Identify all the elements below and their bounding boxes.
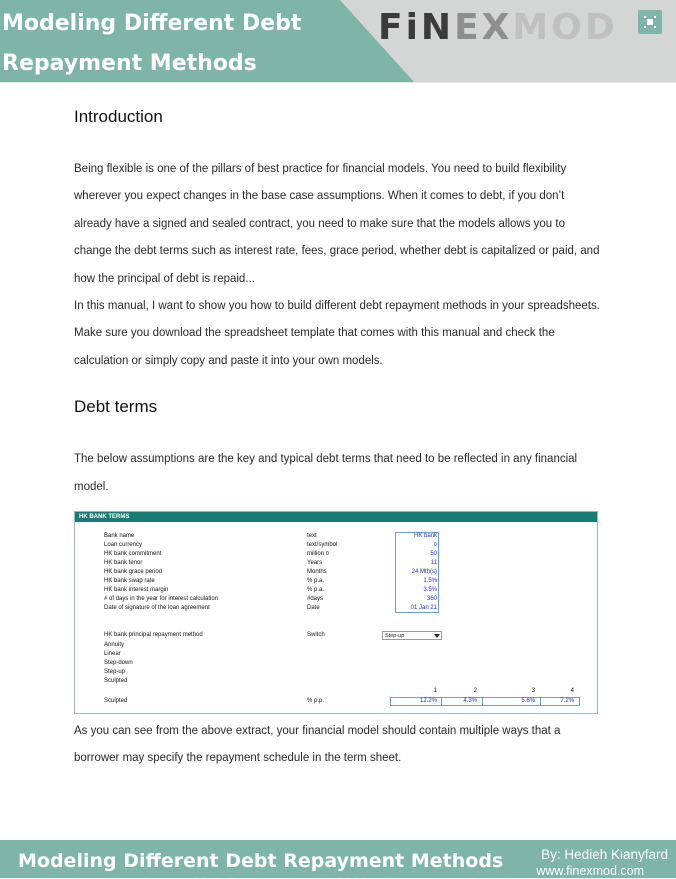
row-label: HK bank interest margin: [104, 587, 169, 593]
row-unit: text: [307, 533, 317, 539]
logo-text-part1: FiN: [378, 7, 455, 48]
method-option-label: Sculpted: [104, 678, 128, 684]
sheet-row: [75, 550, 597, 559]
row-value[interactable]: 50: [430, 551, 437, 557]
introduction-heading: Introduction: [74, 107, 163, 126]
selected-method: Step-up: [385, 633, 405, 639]
sheet-row: [75, 541, 597, 550]
header-title: Modeling Different Debt Repayment Methods: [2, 11, 302, 76]
sculpted-value[interactable]: 12.2%: [419, 698, 437, 704]
method-option: [75, 677, 597, 686]
header-divider: [0, 82, 676, 83]
method-option: [75, 668, 597, 677]
logo-box-icon: [638, 10, 662, 34]
sheet-title-bar: HK BANK TERMS: [75, 512, 597, 522]
spreadsheet-extract: [74, 511, 598, 714]
method-unit: Switch: [307, 632, 325, 638]
sheet-row: [75, 577, 597, 586]
period-number: 3: [531, 688, 535, 694]
row-label: Date of signature of the loan agreement: [104, 605, 210, 611]
sculpted-label: Sculpted: [104, 698, 128, 704]
row-value[interactable]: 11: [430, 560, 437, 566]
row-unit: % p.a.: [307, 578, 325, 584]
row-label: HK bank swap rate: [104, 578, 155, 584]
row-unit: text/symbol: [307, 542, 338, 548]
method-option-label: Linear: [104, 651, 121, 657]
logo-text-part3: MOD: [512, 7, 618, 48]
sheet-row: [75, 568, 597, 577]
row-unit: Months: [307, 569, 327, 575]
sheet-row: [75, 586, 597, 595]
row-value[interactable]: 3.5%: [423, 587, 437, 593]
row-label: # of days in the year for interest calculation: [104, 596, 219, 602]
row-label: HK bank commitment: [104, 551, 162, 557]
sculpted-value[interactable]: 7.2%: [560, 698, 574, 704]
debt-terms-intro: The below assumptions are the key and typical debt terms that need to be reflected in any financial model.: [74, 453, 578, 493]
sculpted-value[interactable]: 5.6%: [521, 698, 535, 704]
sculpted-unit: % p.p.: [307, 698, 325, 704]
method-row: [75, 631, 597, 640]
repayment-method-select[interactable]: [382, 631, 442, 640]
method-option: [75, 650, 597, 659]
row-unit: Years: [307, 560, 323, 566]
method-option-label: Step-down: [104, 660, 133, 666]
row-unit: Date: [307, 605, 320, 611]
footer-title: Modeling Different Debt Repayment Methods: [18, 850, 504, 872]
method-option: [75, 641, 597, 650]
method-label: HK bank principal repayment method: [104, 632, 203, 638]
row-unit: % p.a.: [307, 587, 325, 593]
row-value[interactable]: 24 Mth(s): [411, 569, 437, 575]
sheet-row: [75, 559, 597, 568]
footer-author: By: Hedieh Kianyfard: [541, 847, 668, 862]
sheet-row: [75, 595, 597, 604]
row-value[interactable]: 01 Jan 21: [410, 605, 437, 611]
row-unit: #days: [307, 596, 324, 602]
row-label: Loan currency: [104, 542, 143, 548]
logo-arrows-icon: [638, 10, 662, 34]
finexmod-logo: [378, 8, 618, 48]
period-number: 1: [433, 688, 437, 694]
period-number: 4: [570, 688, 574, 694]
dropdown-arrow-icon: [434, 634, 440, 638]
intro-paragraph-1: Being flexible is one of the pillars of best practice for financial models. You need to build flexibility wherever you expect changes in the base case assumptions. When it comes to debt, if you don’t already have a signed and sealed contract, you need to make sure that the models allows you to change the debt terms such as interest rate, fees, grace period, whether debt is capitalized or paid, and how the principal of debt is repaid...: [74, 163, 600, 285]
row-value[interactable]: ¤: [433, 542, 437, 548]
method-option-label: Annuity: [104, 642, 125, 648]
intro-paragraph-3: Make sure you download the spreadsheet template that comes with this manual and check the calculation or simply copy and paste it into your own models.: [74, 327, 555, 367]
sheet-row: [75, 604, 597, 613]
row-label: Bank name: [104, 533, 135, 539]
row-unit: million ¤: [307, 551, 330, 557]
row-value[interactable]: 1.5%: [423, 578, 437, 584]
row-label: HK bank grace period: [104, 569, 163, 575]
row-value[interactable]: HK bank: [413, 533, 437, 539]
logo-text-part2: EX: [454, 7, 513, 48]
method-option-label: Step-up: [104, 669, 126, 675]
period-number: 2: [473, 688, 477, 694]
footer-website-link[interactable]: www.finexmod.com: [536, 864, 644, 878]
sculpted-value[interactable]: 4.3%: [463, 698, 477, 704]
debt-terms-outro: As you can see from the above extract, your financial model should contain multiple ways that a borrower may specify the repayment schedule in the term sheet.: [74, 725, 561, 765]
method-option: [75, 659, 597, 668]
page-content: [74, 105, 604, 501]
sheet-row: [75, 532, 597, 541]
intro-paragraph-2: In this manual, I want to show you how to build different debt repayment methods in your spreadsheets.: [74, 300, 600, 313]
row-label: HK bank tenor: [104, 560, 143, 566]
row-value[interactable]: 360: [426, 596, 437, 602]
cell-divider: [482, 698, 483, 705]
debt-terms-heading: Debt terms: [74, 397, 158, 417]
